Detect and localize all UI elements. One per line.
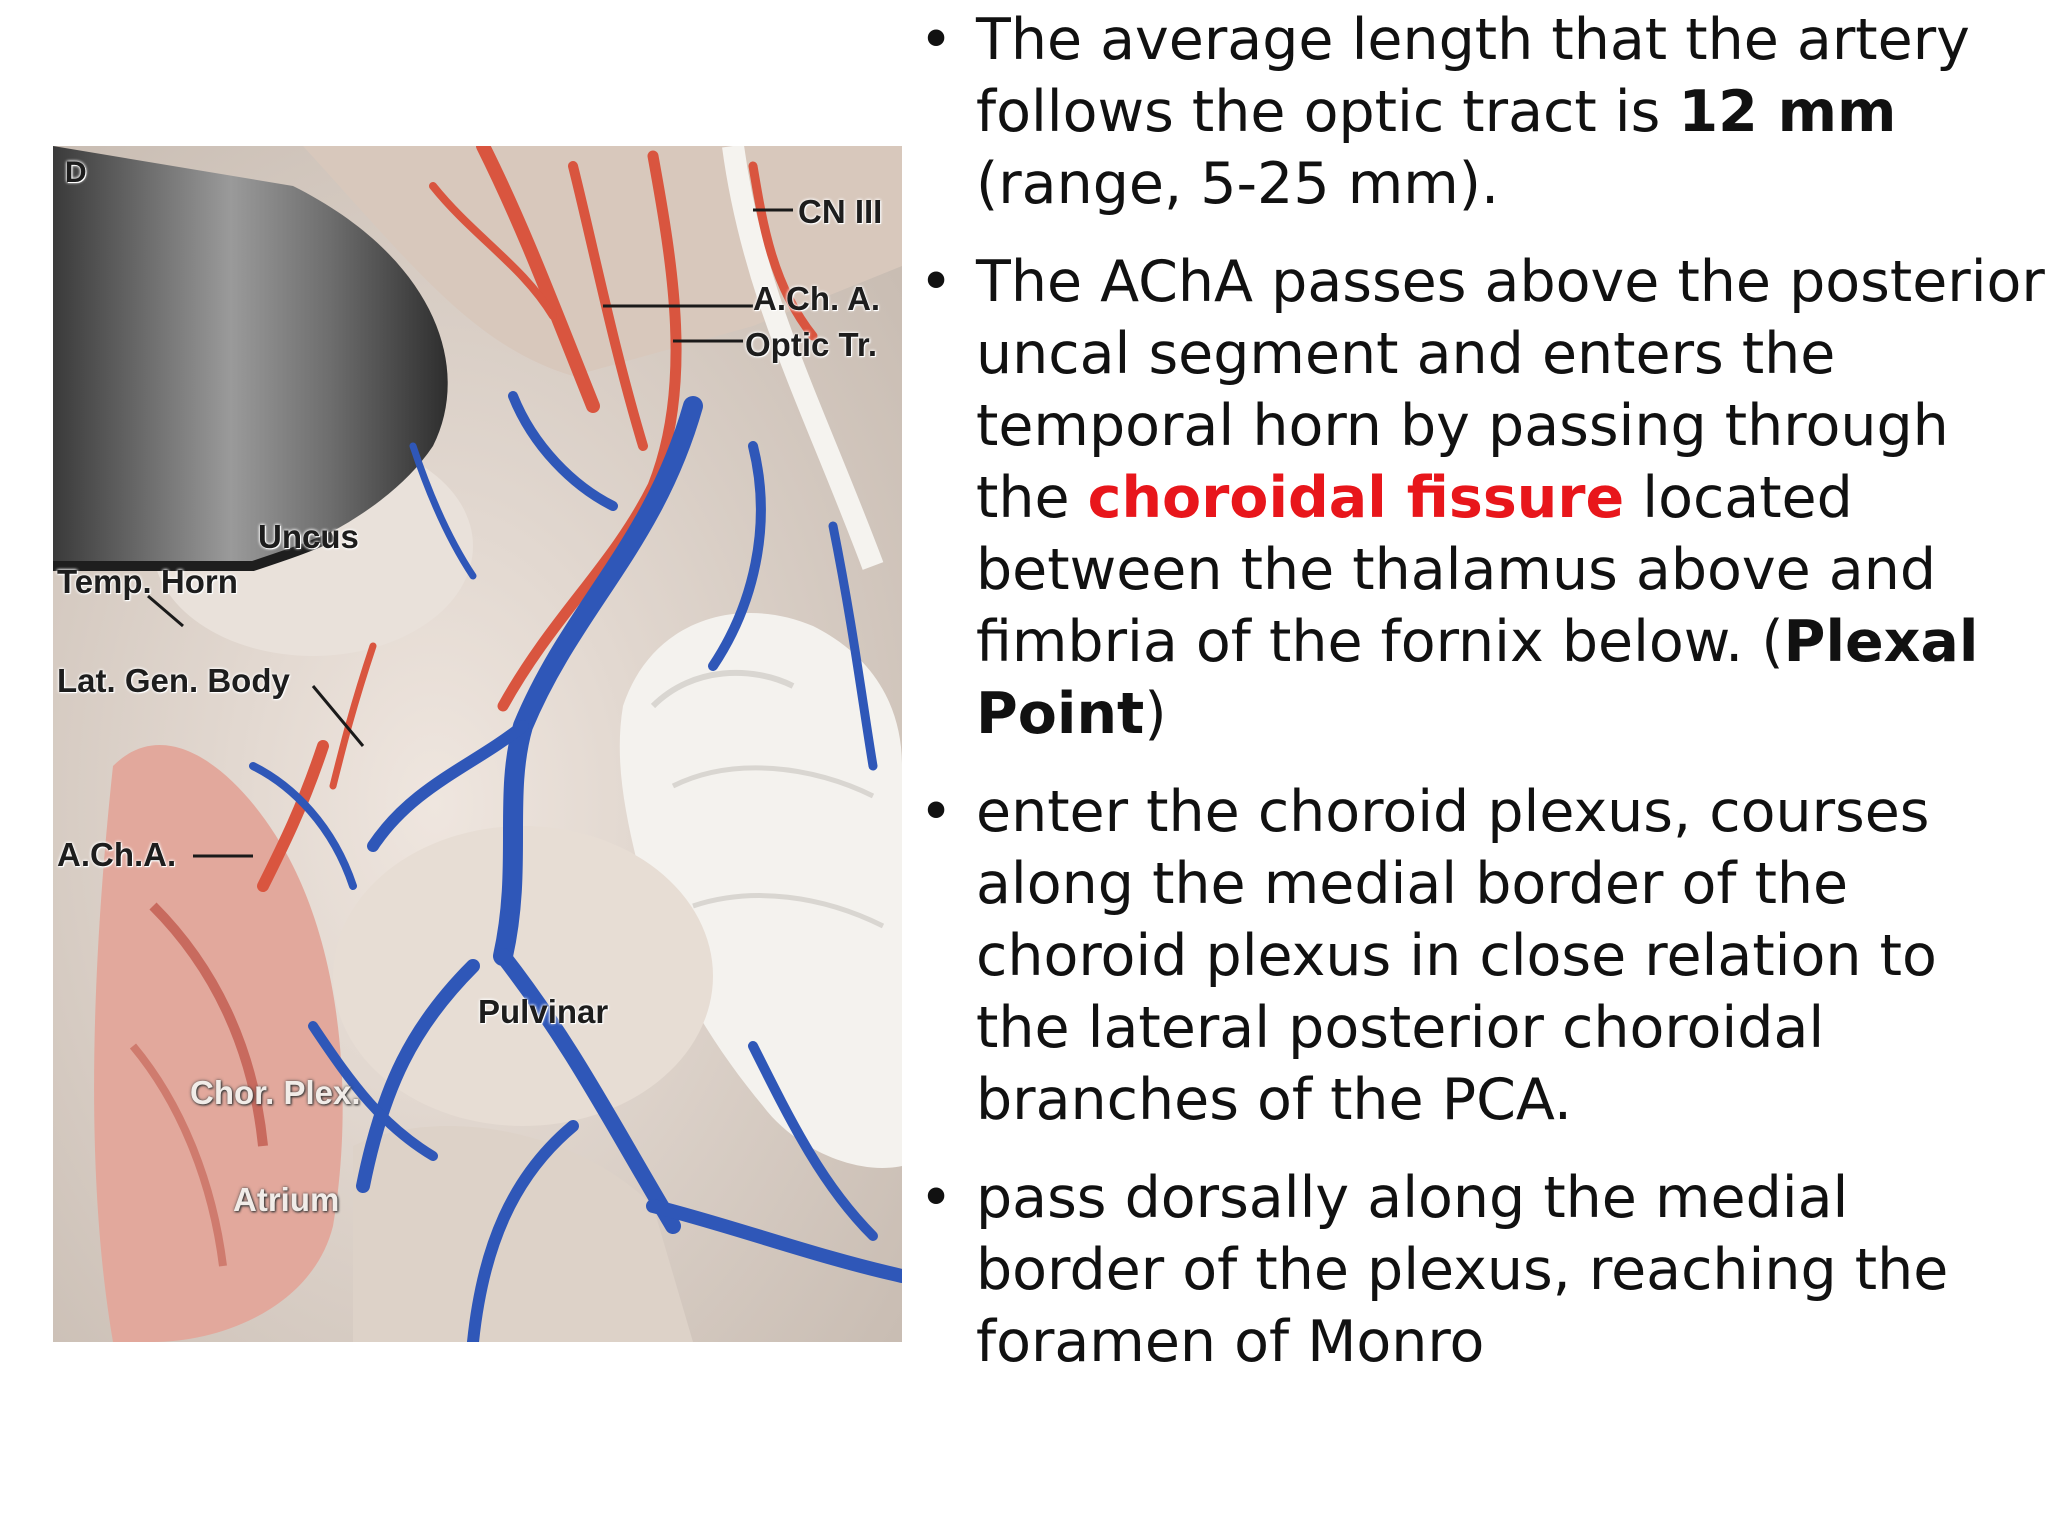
bullet-glyph: • bbox=[919, 249, 953, 315]
bullet-glyph: • bbox=[919, 1165, 953, 1231]
bullet-item bbox=[916, 4, 2046, 220]
panel-letter: D bbox=[65, 156, 87, 189]
label-acha-left: A.Ch.A. bbox=[57, 836, 177, 873]
bold-text: Plexal Point bbox=[976, 609, 1979, 747]
label-atrium: Atrium bbox=[233, 1181, 340, 1218]
highlight-text: choroidal fissure bbox=[1087, 465, 1625, 531]
bullet-item bbox=[916, 776, 2046, 1136]
bullet-text: pass dorsally along the medial border of the plexus, reaching the foramen of Monro bbox=[976, 1165, 1949, 1375]
label-pulvinar: Pulvinar bbox=[478, 993, 609, 1030]
bullet-text: located between the thalamus above and fimbria of the fornix below. ( bbox=[976, 465, 1937, 675]
anatomy-figure bbox=[53, 146, 902, 1342]
label-optic-tract: Optic Tr. bbox=[745, 326, 878, 363]
label-cn3: CN III bbox=[798, 193, 883, 230]
bullet-text: The AChA passes above the posterior uncal segment and enters the temporal horn by passing through the bbox=[976, 249, 2045, 531]
bullet-text: The average length that the artery follows the optic tract is bbox=[976, 7, 1970, 145]
bullet-text: (range, 5-25 mm). bbox=[976, 151, 1500, 217]
label-chor-plex: Chor. Plex. bbox=[190, 1074, 361, 1111]
label-uncus: Uncus bbox=[258, 518, 359, 555]
bullet-list bbox=[916, 4, 2046, 1404]
label-lat-gen-body: Lat. Gen. Body bbox=[57, 662, 290, 699]
label-temp-horn: Temp. Horn bbox=[57, 563, 238, 600]
bullet-glyph: • bbox=[919, 779, 953, 845]
bold-text: 12 mm bbox=[1678, 79, 1897, 145]
bullet-item bbox=[916, 246, 2046, 750]
bullet-item bbox=[916, 1162, 2046, 1378]
label-acha-top: A.Ch. A. bbox=[753, 280, 881, 317]
bullet-text: ) bbox=[1144, 681, 1167, 747]
bullet-glyph: • bbox=[919, 7, 953, 73]
bullet-text: enter the choroid plexus, courses along the medial border of the choroid plexus in close relation to the lateral posterior choroidal branches of the PCA. bbox=[976, 779, 1937, 1133]
